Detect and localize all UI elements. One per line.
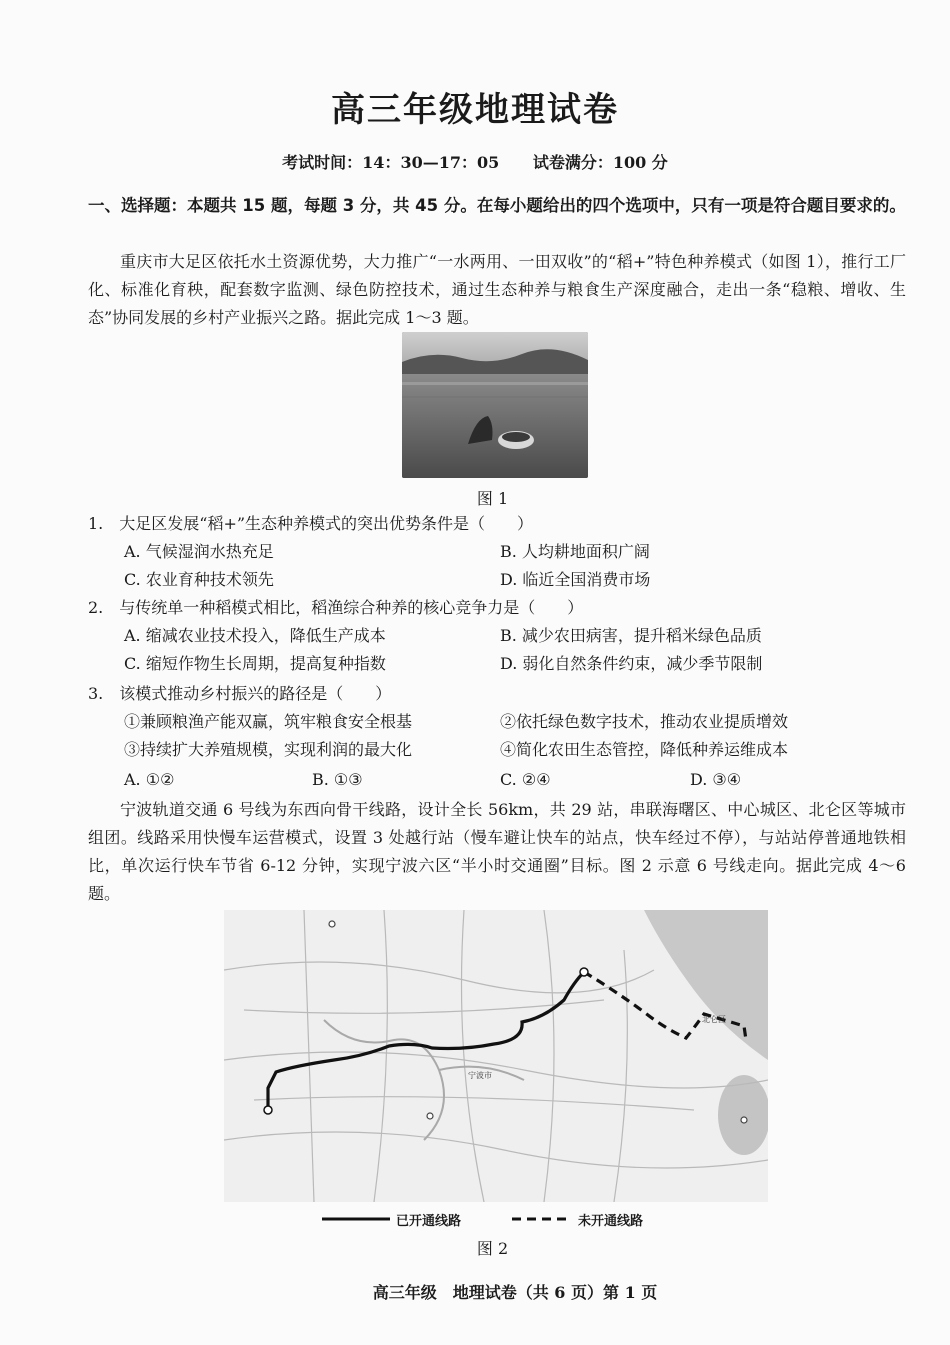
map-label-ningbo: 宁波市 — [468, 1071, 492, 1080]
q1-option-d: D. 临近全国消费市场 — [500, 570, 651, 589]
q3-option-d: D. ③④ — [690, 770, 742, 789]
figure-1-caption: 图 1 — [476, 489, 509, 508]
q1-option-b: B. 人均耕地面积广阔 — [500, 542, 650, 561]
q3-option-c: C. ②④ — [500, 770, 551, 789]
full-score: 试卷满分：100 分 — [532, 153, 668, 172]
passage-2: 宁波轨道交通 6 号线为东西向骨干线路，设计全长 56km，共 29 站，串联海曙区、中心城区、北仑区等城市组团。线路采用快慢车运营模式，设置 3 处越行站（慢车避让快车的站点，快车经过不停），与站站停普通地铁相比，单次运行快车节省 6-12 分钟，实现宁波六区“半小时交通圈”目标。图 2 示意 6 号线走向。据此完成 4～6 题。 — [88, 800, 906, 903]
q1-option-c: C. 农业育种技术领先 — [124, 570, 274, 589]
figure-2-map — [224, 910, 768, 1202]
figure-1-photo — [402, 332, 588, 478]
exam-meta — [0, 150, 950, 173]
map-legend — [322, 1208, 682, 1230]
q2-option-a: A. 缩减农业技术投入，降低生产成本 — [124, 626, 386, 645]
legend-planned-label: 未开通线路 — [578, 1214, 644, 1229]
q2-option-d: D. 弱化自然条件约束，减少季节限制 — [500, 654, 763, 673]
figure-1-illustration — [402, 332, 588, 478]
question-1-stem: 1. 大足区发展“稻+”生态种养模式的突出优势条件是（ ） — [88, 514, 534, 533]
q3-item-3: ③持续扩大养殖规模，实现利润的最大化 — [124, 740, 413, 759]
figure-2-caption: 图 2 — [476, 1239, 509, 1258]
q1-option-a: A. 气候湿润水热充足 — [124, 542, 274, 561]
q3-item-2: ②依托绿色数字技术，推动农业提质增效 — [500, 712, 789, 731]
exam-time: 考试时间：14：30—17：05 — [282, 153, 500, 172]
question-3-stem: 3. 该模式推动乡村振兴的路径是（ ） — [88, 684, 392, 703]
passage-1: 重庆市大足区依托水土资源优势，大力推广“一水两用、一田双收”的“稻+”特色种养模式（如图 1），推行工厂化、标准化育秧，配套数字监测、绿色防控技术，通过生态种养与粮食生产深度融合，走出一条“稳粮、增收、生态”协同发展的乡村产业振兴之路。据此完成 1～3 题。 — [88, 252, 906, 327]
exam-title: 高三年级地理试卷 — [331, 90, 619, 130]
map-label-beilun: 北仑区 — [702, 1015, 726, 1024]
q3-option-b: B. ①③ — [312, 770, 363, 789]
metro-line-map — [224, 910, 768, 1202]
q3-item-4: ④简化农田生态管控，降低种养运维成本 — [500, 740, 789, 759]
q2-option-c: C. 缩短作物生长周期，提高复种指数 — [124, 654, 386, 673]
q3-option-a: A. ①② — [124, 770, 175, 789]
question-2-stem: 2. 与传统单一种稻模式相比，稻渔综合种养的核心竞争力是（ ） — [88, 598, 584, 617]
page-footer: 高三年级 地理试卷（共 6 页）第 1 页 — [372, 1283, 658, 1302]
legend-opened-label: 已开通线路 — [396, 1214, 462, 1229]
q2-option-b: B. 减少农田病害，提升稻米绿色品质 — [500, 626, 762, 645]
q3-item-1: ①兼顾粮渔产能双赢，筑牢粮食安全根基 — [124, 712, 413, 731]
section-heading: 一、选择题：本题共 15 题，每题 3 分，共 45 分。在每小题给出的四个选项中，只有一项是符合题目要求的。 — [88, 196, 906, 215]
